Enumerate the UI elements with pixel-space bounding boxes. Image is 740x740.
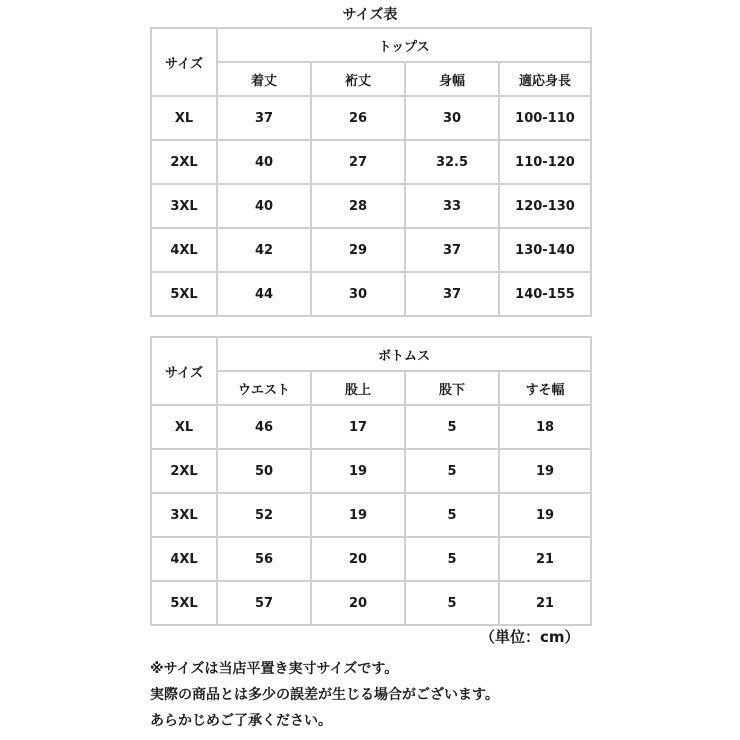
- tops-group-header: トップス: [217, 28, 591, 62]
- size-cell: 3XL: [151, 184, 217, 228]
- size-header: サイズ: [151, 337, 217, 405]
- column-header: ウエスト: [217, 371, 311, 405]
- value-cell: 120-130: [499, 184, 591, 228]
- value-cell: 40: [217, 140, 311, 184]
- column-header: 着丈: [217, 62, 311, 96]
- value-cell: 26: [311, 96, 405, 140]
- value-cell: 5: [405, 405, 499, 449]
- table-row: [151, 449, 591, 493]
- value-cell: 5: [405, 537, 499, 581]
- column-header: 適応身長: [499, 62, 591, 96]
- size-cell: 5XL: [151, 581, 217, 625]
- table-row: [151, 228, 591, 272]
- value-cell: 20: [311, 581, 405, 625]
- table-row: [151, 581, 591, 625]
- value-cell: 50: [217, 449, 311, 493]
- note-line: あらかじめご了承ください。: [150, 713, 332, 729]
- value-cell: 37: [217, 96, 311, 140]
- value-cell: 5: [405, 581, 499, 625]
- notes: [150, 656, 499, 734]
- table-row: [151, 272, 591, 316]
- table-row: [151, 493, 591, 537]
- value-cell: 21: [499, 537, 591, 581]
- size-cell: XL: [151, 405, 217, 449]
- value-cell: 28: [311, 184, 405, 228]
- column-header: 裄丈: [311, 62, 405, 96]
- value-cell: 19: [311, 493, 405, 537]
- tops-size-table: [150, 27, 592, 317]
- value-cell: 37: [405, 228, 499, 272]
- value-cell: 18: [499, 405, 591, 449]
- value-cell: 52: [217, 493, 311, 537]
- bottoms-group-header: ボトムス: [217, 337, 591, 371]
- value-cell: 140-155: [499, 272, 591, 316]
- value-cell: 30: [311, 272, 405, 316]
- column-header: すそ幅: [499, 371, 591, 405]
- page-title: サイズ表: [342, 7, 398, 23]
- size-cell: 2XL: [151, 140, 217, 184]
- value-cell: 5: [405, 493, 499, 537]
- table-row: [151, 405, 591, 449]
- value-cell: 19: [311, 449, 405, 493]
- value-cell: 100-110: [499, 96, 591, 140]
- value-cell: 110-120: [499, 140, 591, 184]
- value-cell: 44: [217, 272, 311, 316]
- table-row: [151, 96, 591, 140]
- size-cell: 2XL: [151, 449, 217, 493]
- value-cell: 56: [217, 537, 311, 581]
- size-cell: 5XL: [151, 272, 217, 316]
- value-cell: 40: [217, 184, 311, 228]
- value-cell: 19: [499, 493, 591, 537]
- column-header: 股下: [405, 371, 499, 405]
- unit-label: （単位：cm）: [480, 628, 580, 646]
- value-cell: 57: [217, 581, 311, 625]
- size-cell: XL: [151, 96, 217, 140]
- value-cell: 19: [499, 449, 591, 493]
- value-cell: 27: [311, 140, 405, 184]
- value-cell: 33: [405, 184, 499, 228]
- size-cell: 3XL: [151, 493, 217, 537]
- note-line: ※サイズは当店平置き実寸サイズです。: [150, 661, 399, 677]
- column-header: 身幅: [405, 62, 499, 96]
- value-cell: 37: [405, 272, 499, 316]
- value-cell: 21: [499, 581, 591, 625]
- table-row: [151, 140, 591, 184]
- value-cell: 42: [217, 228, 311, 272]
- size-cell: 4XL: [151, 537, 217, 581]
- value-cell: 32.5: [405, 140, 499, 184]
- value-cell: 30: [405, 96, 499, 140]
- table-row: [151, 184, 591, 228]
- value-cell: 46: [217, 405, 311, 449]
- value-cell: 20: [311, 537, 405, 581]
- bottoms-size-table: [150, 336, 592, 626]
- value-cell: 17: [311, 405, 405, 449]
- size-cell: 4XL: [151, 228, 217, 272]
- size-header: サイズ: [151, 28, 217, 96]
- value-cell: 5: [405, 449, 499, 493]
- value-cell: 29: [311, 228, 405, 272]
- column-header: 股上: [311, 371, 405, 405]
- table-row: [151, 537, 591, 581]
- note-line: 実際の商品とは多少の誤差が生じる場合がございます。: [150, 687, 499, 703]
- value-cell: 130-140: [499, 228, 591, 272]
